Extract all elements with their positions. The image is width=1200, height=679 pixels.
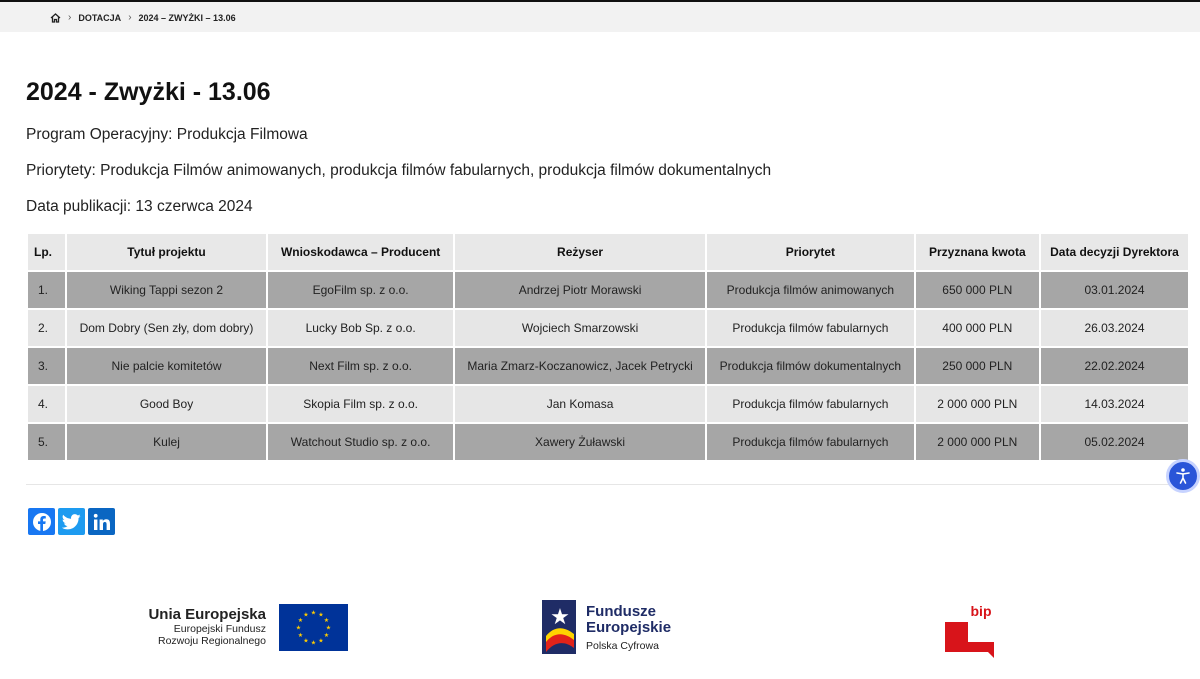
eu-logo-line: Europejski Fundusz (173, 623, 266, 635)
svg-text:★: ★ (297, 617, 304, 624)
cell-priority: Produkcja filmów fabularnych (707, 310, 914, 346)
svg-text:★: ★ (310, 609, 317, 617)
cell-amount: 2 000 000 PLN (916, 386, 1039, 422)
table-row (28, 272, 1188, 308)
table-header-row (28, 234, 1188, 270)
page-title: 2024 - Zwyżki - 13.06 (26, 78, 271, 106)
cell-producer: Next Film sp. z o.o. (268, 348, 453, 384)
cell-director: Andrzej Piotr Morawski (455, 272, 705, 308)
header-title: Tytuł projektu (67, 234, 266, 270)
svg-text:★: ★ (323, 632, 330, 639)
header-director: Reżyser (455, 234, 705, 270)
svg-text:★: ★ (318, 611, 324, 619)
eu-logo-title: Unia Europejska (148, 606, 266, 623)
cell-decision-date: 03.01.2024 (1041, 272, 1188, 308)
bip-logo-text: bip (970, 603, 992, 619)
linkedin-icon (93, 513, 111, 531)
header-decision-date: Data decyzji Dyrektora (1041, 234, 1188, 270)
program-text: Program Operacyjny: Produkcja Filmowa (26, 126, 308, 143)
cell-amount: 2 000 000 PLN (916, 424, 1039, 460)
ff-logo-text (586, 604, 671, 652)
svg-text:★: ★ (303, 611, 309, 619)
cell-decision-date: 05.02.2024 (1041, 424, 1188, 460)
cell-director: Jan Komasa (455, 386, 705, 422)
svg-text:★: ★ (323, 617, 330, 624)
fundusze-europejskie-icon (540, 596, 578, 656)
breadcrumb-link-dotacja[interactable]: DOTACJA (78, 12, 122, 23)
cell-producer: Watchout Studio sp. z o.o. (268, 424, 453, 460)
cell-lp: 3. (28, 348, 65, 384)
twitter-icon (62, 514, 81, 530)
section-divider (26, 484, 1190, 485)
facebook-icon (32, 512, 52, 532)
cell-amount: 400 000 PLN (916, 310, 1039, 346)
cell-producer: Skopia Film sp. z o.o. (268, 386, 453, 422)
grants-table (26, 232, 1190, 462)
eu-logo-text (144, 606, 266, 647)
cell-amount: 250 000 PLN (916, 348, 1039, 384)
cell-amount: 650 000 PLN (916, 272, 1039, 308)
cell-priority: Produkcja filmów fabularnych (707, 424, 914, 460)
cell-decision-date: 14.03.2024 (1041, 386, 1188, 422)
header-producer: Wnioskodawca – Producent (268, 234, 453, 270)
ff-logo-title: Europejskie (586, 619, 672, 636)
header-lp: Lp. (28, 234, 65, 270)
ff-logo-title: Fundusze (586, 603, 656, 620)
cell-decision-date: 26.03.2024 (1041, 310, 1188, 346)
breadcrumb-current: 2024 – ZWYŻKI – 13.06 (138, 12, 236, 23)
cell-title: Kulej (67, 424, 266, 460)
bip-logo[interactable] (944, 600, 996, 660)
cell-priority: Produkcja filmów animowanych (707, 272, 914, 308)
cell-producer: EgoFilm sp. z o.o. (268, 272, 453, 308)
cell-lp: 5. (28, 424, 65, 460)
table-row (28, 348, 1188, 384)
svg-text:★: ★ (295, 624, 302, 632)
priorities-text: Priorytety: Produkcja Filmów animowanych, produkcja filmów fabularnych, produkcja filmów dokumentalnych (26, 162, 772, 179)
svg-text:★: ★ (325, 624, 332, 632)
cell-title: Nie palcie komitetów (67, 348, 266, 384)
cell-director: Maria Zmarz-Koczanowicz, Jacek Petrycki (455, 348, 705, 384)
svg-text:★: ★ (310, 639, 317, 647)
table-row (28, 424, 1188, 460)
cell-title: Wiking Tappi sezon 2 (67, 272, 266, 308)
svg-text:★: ★ (297, 632, 304, 639)
breadcrumb-bar (0, 2, 1200, 32)
breadcrumb (50, 12, 236, 23)
cell-lp: 1. (28, 272, 65, 308)
svg-text:★: ★ (318, 637, 324, 645)
fundusze-europejskie-logo (538, 584, 688, 670)
publication-date: Data publikacji: 13 czerwca 2024 (26, 198, 253, 215)
twitter-share-button[interactable] (58, 508, 85, 535)
cell-title: Dom Dobry (Sen zły, dom dobry) (67, 310, 266, 346)
accessibility-button[interactable] (1166, 459, 1200, 493)
bip-icon (944, 600, 996, 660)
cell-producer: Lucky Bob Sp. z o.o. (268, 310, 453, 346)
breadcrumb-separator: › (68, 12, 72, 23)
ff-logo-sub: Polska Cyfrowa (586, 640, 659, 652)
cell-director: Xawery Żuławski (455, 424, 705, 460)
cell-director: Wojciech Smarzowski (455, 310, 705, 346)
cell-priority: Produkcja filmów dokumentalnych (707, 348, 914, 384)
cell-title: Good Boy (67, 386, 266, 422)
eu-logo (132, 584, 352, 670)
cell-lp: 2. (28, 310, 65, 346)
cell-decision-date: 22.02.2024 (1041, 348, 1188, 384)
home-icon[interactable] (50, 13, 61, 23)
cell-priority: Produkcja filmów fabularnych (707, 386, 914, 422)
breadcrumb-separator: › (128, 12, 132, 23)
cell-lp: 4. (28, 386, 65, 422)
table-row (28, 386, 1188, 422)
table-row (28, 310, 1188, 346)
linkedin-share-button[interactable] (88, 508, 115, 535)
svg-text:★: ★ (550, 605, 570, 630)
facebook-share-button[interactable] (28, 508, 55, 535)
eu-logo-line: Rozwoju Regionalnego (158, 635, 266, 647)
svg-text:★: ★ (303, 637, 309, 645)
header-priority: Priorytet (707, 234, 914, 270)
header-amount: Przyznana kwota (916, 234, 1039, 270)
share-buttons (28, 508, 115, 535)
accessibility-icon (1174, 467, 1192, 485)
eu-flag-icon (279, 604, 348, 651)
